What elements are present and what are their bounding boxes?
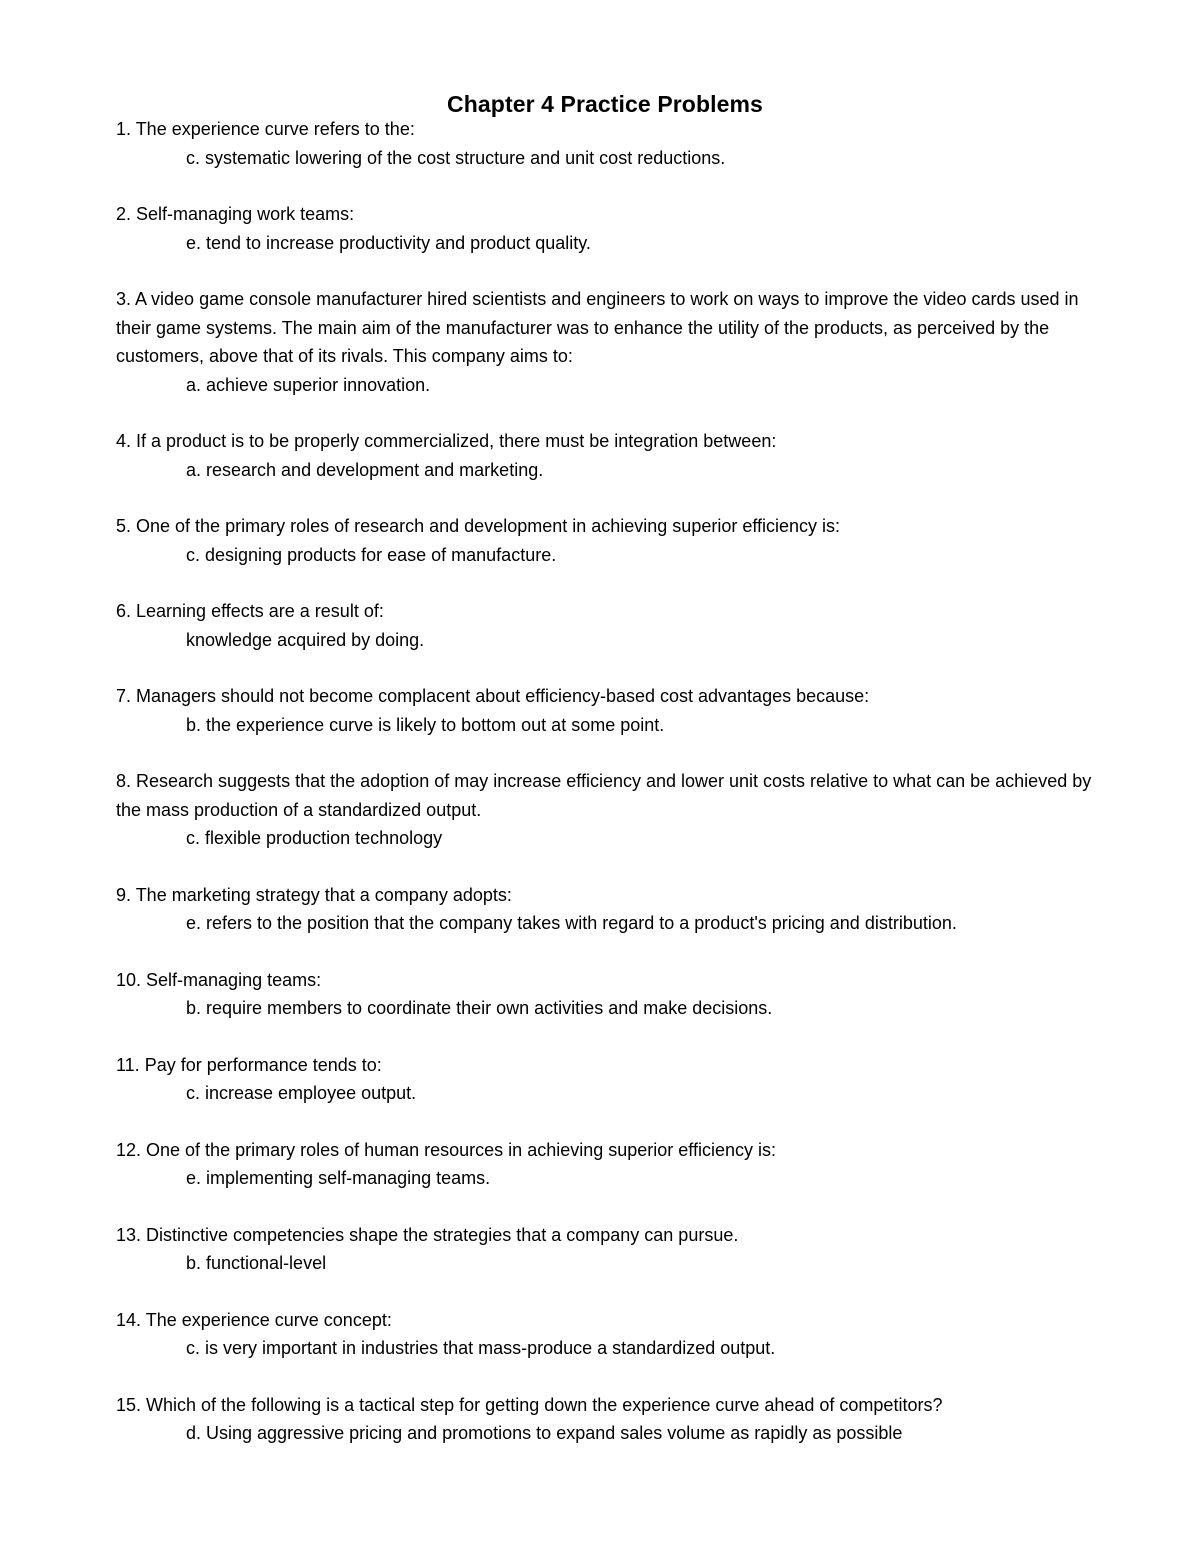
answer-text: c. flexible production technology — [186, 828, 443, 848]
question-text: 1. The experience curve refers to the: — [116, 119, 415, 139]
question-item — [116, 881, 1096, 938]
question-item — [116, 512, 1096, 569]
answer-text: knowledge acquired by doing. — [186, 629, 425, 650]
question-item — [116, 115, 1096, 172]
answer-text: c. systematic lowering of the cost structure and unit cost reductions. — [186, 147, 726, 168]
question-text: 9. The marketing strategy that a company adopts: — [116, 884, 512, 905]
question-text: 6. Learning effects are a result of: — [116, 601, 384, 621]
question-item — [116, 1306, 1096, 1363]
question-text: 3. A video game console manufacturer hired scientists and engineers to work on ways to improve the video cards used in their game systems. The main aim of the manufacturer was to enhance the utility of the products, as perceived by the customers, above that of its rivals. This company aims to: — [116, 289, 1079, 366]
answer-text: b. functional-level — [186, 1253, 327, 1273]
page-title: Chapter 4 Practice Problems — [447, 91, 763, 118]
question-item — [116, 200, 1096, 257]
question-item — [116, 767, 1096, 853]
answer-text: a. research and development and marketing. — [186, 459, 544, 480]
answer-text: e. tend to increase productivity and product quality. — [186, 232, 591, 253]
question-text: 4. If a product is to be properly commercialized, there must be integration between: — [116, 431, 777, 451]
question-item — [116, 597, 1096, 654]
question-item — [116, 1391, 1096, 1448]
answer-text: e. implementing self-managing teams. — [186, 1168, 491, 1188]
question-item — [116, 1221, 1096, 1278]
question-text: 13. Distinctive competencies shape the strategies that a company can pursue. — [116, 1224, 739, 1245]
answer-text: b. require members to coordinate their own activities and make decisions. — [186, 998, 773, 1018]
question-item — [116, 285, 1096, 399]
question-item — [116, 1051, 1096, 1108]
answer-text: c. designing products for ease of manufacture. — [186, 544, 557, 565]
answer-text: a. achieve superior innovation. — [186, 374, 431, 395]
question-text: 5. One of the primary roles of research and development in achieving superior efficiency is: — [116, 516, 841, 536]
question-text: 10. Self-managing teams: — [116, 969, 322, 990]
question-item — [116, 1136, 1096, 1193]
question-item — [116, 966, 1096, 1023]
answer-text: b. the experience curve is likely to bottom out at some point. — [186, 714, 665, 735]
question-text: 8. Research suggests that the adoption of may increase efficiency and lower unit costs relative to what can be achieved by the mass production of a standardized output. — [116, 771, 1092, 820]
question-list — [116, 115, 1096, 1476]
question-text: 15. Which of the following is a tactical step for getting down the experience curve ahead of competitors? — [116, 1394, 943, 1415]
answer-text: d. Using aggressive pricing and promotions to expand sales volume as rapidly as possible — [186, 1423, 903, 1443]
answer-text: c. is very important in industries that mass-produce a standardized output. — [186, 1338, 776, 1358]
answer-text: e. refers to the position that the company takes with regard to a product's pricing and distribution. — [186, 913, 957, 933]
question-text: 14. The experience curve concept: — [116, 1309, 392, 1330]
question-item — [116, 427, 1096, 484]
question-item — [116, 682, 1096, 739]
question-text: 12. One of the primary roles of human resources in achieving superior efficiency is: — [116, 1139, 776, 1160]
question-text: 2. Self-managing work teams: — [116, 204, 355, 224]
question-text: 7. Managers should not become complacent about efficiency-based cost advantages because: — [116, 686, 870, 706]
answer-text: c. increase employee output. — [186, 1083, 417, 1103]
question-text: 11. Pay for performance tends to: — [116, 1054, 382, 1075]
